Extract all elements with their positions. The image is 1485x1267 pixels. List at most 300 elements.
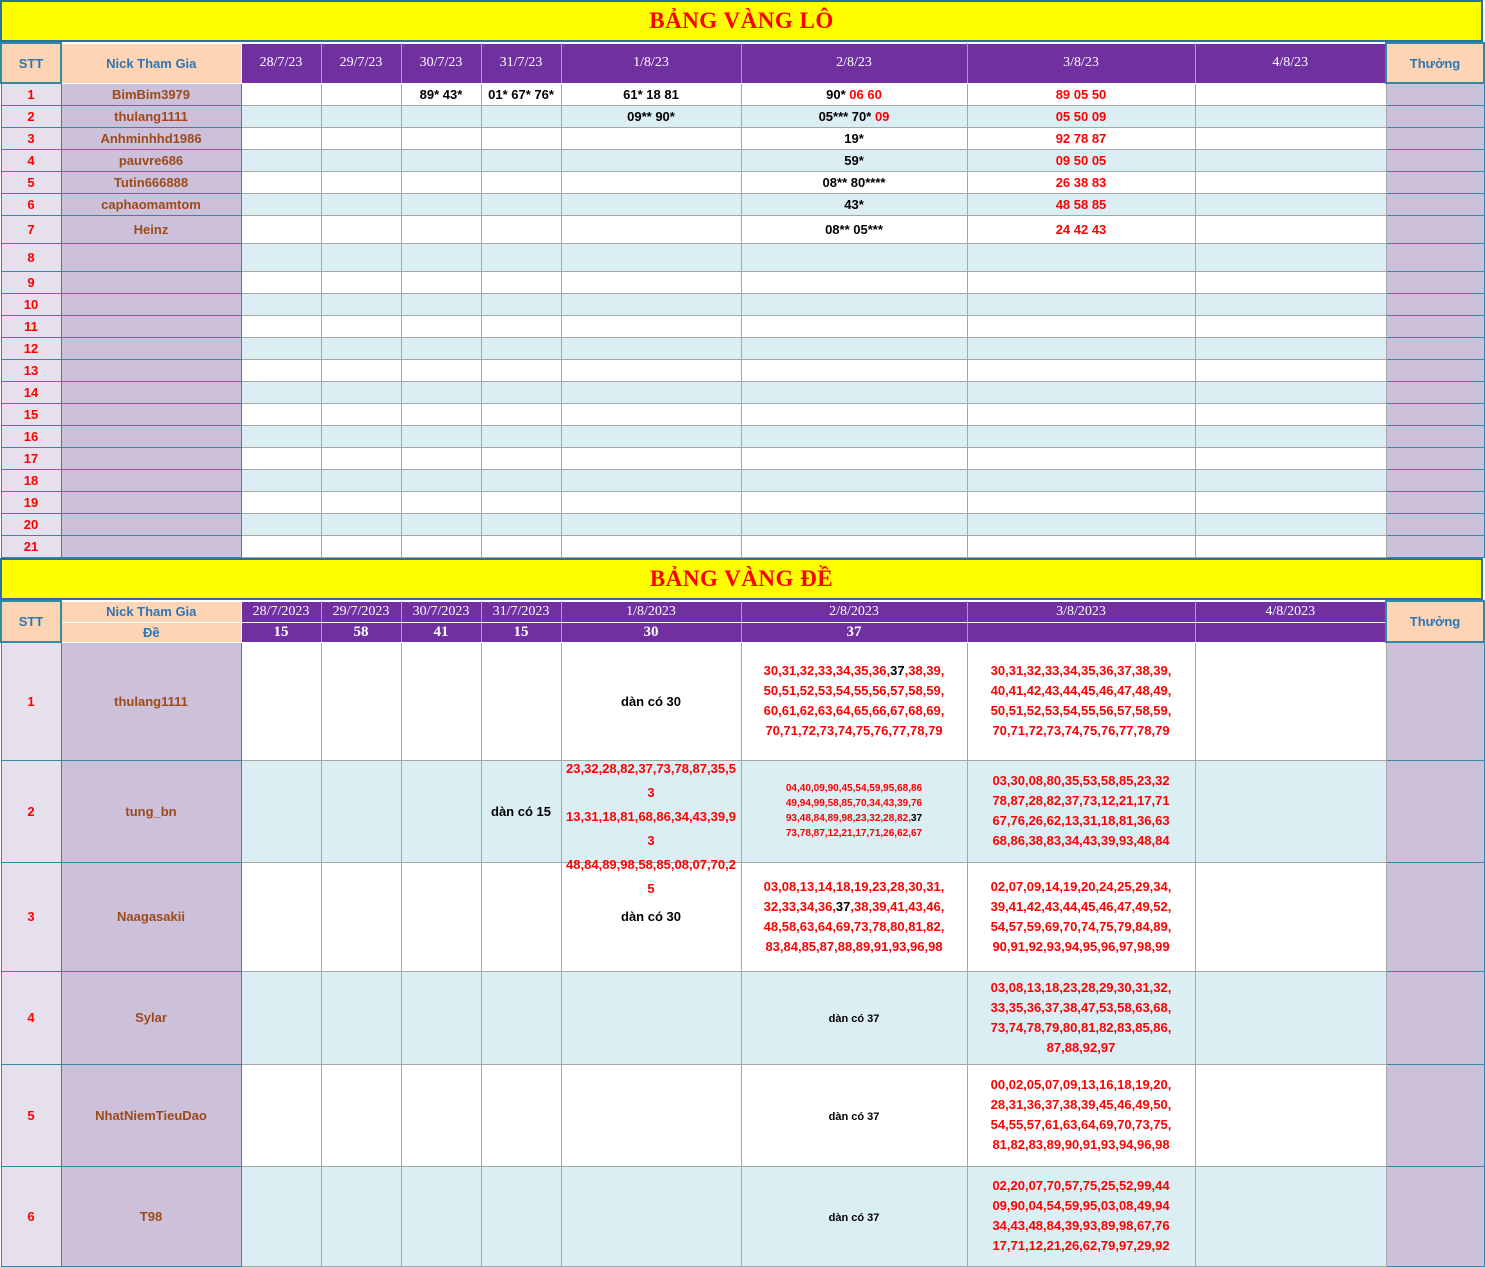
de-header-date: 4/8/2023 [1195, 601, 1386, 622]
lo-pick-cell [967, 359, 1195, 381]
lo-row [1, 171, 1484, 193]
de-pick-cell [741, 1064, 967, 1166]
row-stt: 7 [1, 215, 61, 243]
lo-pick-cell [1195, 381, 1386, 403]
lo-row [1, 469, 1484, 491]
lo-pick-cell [481, 381, 561, 403]
de-pick-cell [1195, 1166, 1386, 1266]
reward-cell [1386, 760, 1484, 862]
lo-pick-cell [561, 193, 741, 215]
lo-header-date: 1/8/23 [561, 43, 741, 83]
reward-cell [1386, 1166, 1484, 1266]
player-nick [61, 535, 241, 557]
reward-cell [1386, 862, 1484, 971]
reward-cell [1386, 271, 1484, 293]
de-table [0, 600, 1485, 1267]
de-result-row [1, 622, 1484, 642]
lo-pick-cell [401, 535, 481, 557]
lo-pick-cell [1195, 215, 1386, 243]
reward-cell [1386, 83, 1484, 105]
lo-pick-cell [321, 469, 401, 491]
row-stt: 6 [1, 193, 61, 215]
lo-pick-cell [741, 243, 967, 271]
de-number-list: 02,20,07,70,57,75,25,52,99,44 09,90,04,54,59,95,03,08,49,94 34,43,48,84,39,93,89,98,67,76 17,71,12,21,26,62,79,97,29,92 [992, 1178, 1170, 1253]
lo-pick-cell [561, 513, 741, 535]
lo-pick-cell: 61* 18 81 [561, 83, 741, 105]
lo-pick-cell [561, 403, 741, 425]
lo-pick-cell [741, 293, 967, 315]
lo-pick-cell [481, 469, 561, 491]
player-nick [61, 403, 241, 425]
lo-pick-cell [401, 293, 481, 315]
lo-pick-cell [321, 83, 401, 105]
row-stt: 1 [1, 642, 61, 760]
de-pick-cell [561, 971, 741, 1064]
lo-pick-cell [481, 271, 561, 293]
lo-pick-cell [401, 491, 481, 513]
reward-cell [1386, 215, 1484, 243]
lo-pick-cell [321, 381, 401, 403]
lo-pick-cell [561, 337, 741, 359]
player-nick: Anhminhhd1986 [61, 127, 241, 149]
de-number-list: 02,07,09,14,19,20,24,25,29,34, 39,41,42,43,44,45,46,47,49,52, 54,57,59,69,70,74,75,79,84,89, 90,91,92,93,94,95,96,97,98,99 [990, 878, 1172, 954]
de-header-date: 3/8/2023 [967, 601, 1195, 622]
lo-pick-cell [1195, 271, 1386, 293]
row-stt: 19 [1, 491, 61, 513]
lo-header-nick: Nick Tham Gia [61, 43, 241, 83]
lo-pick-cell [481, 293, 561, 315]
lo-row [1, 127, 1484, 149]
de-header-date: 1/8/2023 [561, 601, 741, 622]
reward-cell [1386, 513, 1484, 535]
lo-pick-cell [741, 535, 967, 557]
lo-pick-cell [967, 447, 1195, 469]
lo-header-date: 28/7/23 [241, 43, 321, 83]
row-stt: 8 [1, 243, 61, 271]
de-header-de-label: Đề [61, 622, 241, 642]
lo-row [1, 491, 1484, 513]
row-stt: 10 [1, 293, 61, 315]
lo-pick-cell [1195, 425, 1386, 447]
lo-pick-cell: 92 78 87 [967, 127, 1195, 149]
lo-pick-cell [967, 425, 1195, 447]
lo-row [1, 425, 1484, 447]
player-nick [61, 243, 241, 271]
lo-table [0, 42, 1485, 558]
lo-pick-cell [1195, 83, 1386, 105]
lo-pick-cell [1195, 359, 1386, 381]
lo-header-date: 30/7/23 [401, 43, 481, 83]
lo-pick-hit: 08** 80**** [822, 174, 886, 190]
lo-pick-cell [321, 243, 401, 271]
lo-pick-cell [741, 315, 967, 337]
de-pick-cell [241, 1064, 321, 1166]
de-pick-cell [481, 1166, 561, 1266]
row-stt: 20 [1, 513, 61, 535]
lo-pick-cell [481, 215, 561, 243]
de-pick-cell [967, 1166, 1195, 1266]
reward-cell [1386, 315, 1484, 337]
lo-pick-cell [401, 403, 481, 425]
de-result: 41 [401, 622, 481, 642]
row-stt: 16 [1, 425, 61, 447]
lo-header-date: 31/7/23 [481, 43, 561, 83]
lo-pick-cell [241, 513, 321, 535]
lo-pick-cell [561, 535, 741, 557]
lo-pick-cell [241, 171, 321, 193]
lo-pick-cell [967, 293, 1195, 315]
lo-pick-cell [401, 359, 481, 381]
lo-row [1, 193, 1484, 215]
lo-pick-cell [241, 271, 321, 293]
lo-pick-cell: 89 05 50 [967, 83, 1195, 105]
player-nick [61, 469, 241, 491]
lo-pick-cell [401, 243, 481, 271]
lo-pick-cell [241, 469, 321, 491]
de-result: 15 [241, 622, 321, 642]
row-stt: 18 [1, 469, 61, 491]
de-pick-cell [321, 1064, 401, 1166]
lo-pick-cell [321, 105, 401, 127]
lo-pick-cell [1195, 469, 1386, 491]
reward-cell [1386, 293, 1484, 315]
reward-cell [1386, 149, 1484, 171]
lo-row [1, 315, 1484, 337]
de-number-list [780, 781, 928, 841]
de-note: dàn có 37 [828, 1211, 880, 1224]
lo-pick-cell [481, 105, 561, 127]
de-header-nick: Nick Tham Gia [61, 601, 241, 622]
lo-pick-cell [741, 469, 967, 491]
de-header-stt: STT [1, 601, 61, 642]
lo-pick-cell [241, 425, 321, 447]
lo-pick-cell [1195, 193, 1386, 215]
de-pick-cell [241, 1166, 321, 1266]
de-header-date: 2/8/2023 [741, 601, 967, 622]
lo-pick-cell [241, 359, 321, 381]
lo-pick-cell [1195, 447, 1386, 469]
lo-pick-cell [321, 315, 401, 337]
de-pick-cell [481, 862, 561, 971]
lo-pick-cell [1195, 337, 1386, 359]
de-number-list: 30,31,32,33,34,35,36,37,38,39, 40,41,42,43,44,45,46,47,48,49, 50,51,52,53,54,55,56,57,58,59, 70,71,72,73,74,75,76,77,78,79 [990, 663, 1172, 738]
de-pick-cell [967, 971, 1195, 1064]
de-header-date: 28/7/2023 [241, 601, 321, 622]
lo-pick-hit: 08** 05*** [825, 221, 883, 237]
row-stt: 5 [1, 171, 61, 193]
reward-cell [1386, 403, 1484, 425]
lo-pick-cell [561, 491, 741, 513]
lo-pick-cell [481, 171, 561, 193]
lo-pick-cell [561, 381, 741, 403]
player-nick: thulang1111 [61, 642, 241, 760]
de-result: 30 [561, 622, 741, 642]
lo-pick-hit: 43* [844, 196, 864, 212]
lo-pick-cell: 01* 67* 76* [481, 83, 561, 105]
de-row [1, 642, 1484, 760]
de-pick-cell [321, 862, 401, 971]
lo-pick-cell [967, 535, 1195, 557]
de-row [1, 1064, 1484, 1166]
lo-pick-cell [401, 425, 481, 447]
row-stt: 11 [1, 315, 61, 337]
de-pick-cell [321, 971, 401, 1064]
player-nick [61, 491, 241, 513]
lo-pick-cell [741, 359, 967, 381]
lo-pick-cell [401, 105, 481, 127]
lo-pick-cell [481, 149, 561, 171]
player-nick: Sylar [61, 971, 241, 1064]
row-stt: 2 [1, 760, 61, 862]
lo-pick-cell [1195, 315, 1386, 337]
lo-pick-cell [481, 315, 561, 337]
row-stt: 4 [1, 149, 61, 171]
lo-pick-cell [241, 127, 321, 149]
lo-pick-cell [741, 447, 967, 469]
lo-pick-hit: 90* [826, 86, 850, 102]
lo-pick-cell [241, 315, 321, 337]
de-pick-cell [321, 642, 401, 760]
de-pick-cell [1195, 642, 1386, 760]
lo-pick-cell [741, 381, 967, 403]
lo-row [1, 243, 1484, 271]
lo-pick-cell [241, 149, 321, 171]
lo-pick-cell [241, 403, 321, 425]
lo-pick-cell [1195, 171, 1386, 193]
de-result: 15 [481, 622, 561, 642]
lo-pick-cell [401, 337, 481, 359]
lo-pick-cell [561, 425, 741, 447]
reward-cell [1386, 381, 1484, 403]
player-nick: tung_bn [61, 760, 241, 862]
lo-pick-cell [967, 513, 1195, 535]
de-pick-cell [1195, 1064, 1386, 1166]
de-number-list: 03,08,13,18,23,28,29,30,31,32, 33,35,36,37,38,47,53,58,63,68, 73,74,78,79,80,81,82,83,85,86, 87,88,92,97 [990, 979, 1172, 1055]
lo-pick-cell [481, 513, 561, 535]
lo-pick-cell [967, 403, 1195, 425]
de-pick-cell [481, 971, 561, 1064]
de-pick-cell [241, 862, 321, 971]
lo-pick-cell: 05 50 09 [967, 105, 1195, 127]
lo-pick-cell [241, 83, 321, 105]
lo-pick-cell [967, 469, 1195, 491]
lo-pick-cell [401, 447, 481, 469]
lo-pick-cell [321, 491, 401, 513]
row-stt: 12 [1, 337, 61, 359]
de-result: 58 [321, 622, 401, 642]
lo-row [1, 359, 1484, 381]
lo-pick-cell [561, 271, 741, 293]
lo-pick-hit: 05*** 70* [818, 108, 875, 124]
de-number-list: 03,30,08,80,35,53,58,85,23,32 78,87,28,82,37,73,12,21,17,71 67,76,26,62,13,31,18,81,36,63 68,86,38,83,34,43,39,93,48,84 [992, 773, 1170, 848]
lo-pick-cell [967, 337, 1195, 359]
de-pick-cell: dàn có 30 [561, 642, 741, 760]
lo-pick-cell [741, 193, 967, 215]
de-title: BẢNG VÀNG ĐỀ [0, 558, 1483, 600]
lo-row [1, 535, 1484, 557]
de-pick-cell [401, 760, 481, 862]
lo-pick-cell: 09 50 05 [967, 149, 1195, 171]
lo-pick-cell [481, 127, 561, 149]
lo-row [1, 149, 1484, 171]
lo-row [1, 83, 1484, 105]
lo-row [1, 403, 1484, 425]
player-nick [61, 513, 241, 535]
lo-pick-cell [321, 425, 401, 447]
lo-row [1, 513, 1484, 535]
lo-pick-cell [967, 381, 1195, 403]
reward-cell [1386, 193, 1484, 215]
lo-pick-cell [241, 293, 321, 315]
player-nick [61, 425, 241, 447]
row-stt: 5 [1, 1064, 61, 1166]
de-number-hit: 37 [911, 813, 923, 824]
de-pick-cell [401, 1166, 481, 1266]
lo-pick-cell [481, 535, 561, 557]
lo-pick-cell [1195, 403, 1386, 425]
lo-pick-cell [561, 215, 741, 243]
lo-pick-cell [967, 243, 1195, 271]
player-nick: Naagasakii [61, 862, 241, 971]
lo-pick-cell [741, 127, 967, 149]
reward-cell [1386, 337, 1484, 359]
lo-pick-cell [241, 105, 321, 127]
lo-pick-cell [561, 315, 741, 337]
de-pick-cell [967, 642, 1195, 760]
lo-pick-cell [321, 513, 401, 535]
de-number-list [760, 877, 949, 957]
lo-pick-cell [1195, 293, 1386, 315]
player-nick [61, 271, 241, 293]
de-number-post: ,38,39, 50,51,52,53,54,55,56,57,58,59, 60,61,62,63,64,65,66,67,68,69, 70,71,72,73,74,75,76,77,78,79 [763, 663, 945, 738]
lo-pick-cell [561, 359, 741, 381]
row-stt: 9 [1, 271, 61, 293]
lo-pick-cell [241, 337, 321, 359]
reward-cell [1386, 105, 1484, 127]
lo-pick-cell [321, 447, 401, 469]
lo-pick-cell [481, 243, 561, 271]
lo-title: BẢNG VÀNG LÔ [0, 0, 1483, 42]
lo-pick-cell [741, 171, 967, 193]
lo-pick-cell [1195, 491, 1386, 513]
de-note: dàn có 37 [828, 1013, 880, 1025]
de-row [1, 862, 1484, 971]
lo-header-reward: Thưởng [1386, 43, 1484, 83]
reward-cell [1386, 359, 1484, 381]
lo-pick-cell [1195, 535, 1386, 557]
lo-pick-cell [241, 193, 321, 215]
lo-pick-cell [241, 491, 321, 513]
lo-pick-cell: 89* 43* [401, 83, 481, 105]
lo-pick-cell [481, 425, 561, 447]
reward-cell [1386, 971, 1484, 1064]
de-pick-cell [401, 642, 481, 760]
de-number-list [760, 661, 949, 741]
row-stt: 14 [1, 381, 61, 403]
lo-pick-cell [967, 271, 1195, 293]
player-nick [61, 359, 241, 381]
lo-pick-cell [481, 491, 561, 513]
de-pick-cell [561, 1064, 741, 1166]
row-stt: 17 [1, 447, 61, 469]
de-pick-cell [401, 971, 481, 1064]
de-result: 37 [741, 622, 967, 642]
lo-pick-cell [321, 193, 401, 215]
lo-pick-cell [561, 447, 741, 469]
player-nick [61, 315, 241, 337]
de-note: dàn có 37 [828, 1110, 880, 1123]
player-nick: BimBim3979 [61, 83, 241, 105]
player-nick: pauvre686 [61, 149, 241, 171]
lo-row [1, 215, 1484, 243]
lo-pick-cell [967, 315, 1195, 337]
de-pick-cell [967, 1064, 1195, 1166]
lo-header-date: 2/8/23 [741, 43, 967, 83]
de-pick-cell [741, 642, 967, 760]
row-stt: 21 [1, 535, 61, 557]
reward-cell [1386, 642, 1484, 760]
lo-header-date: 29/7/23 [321, 43, 401, 83]
lo-pick-cell [1195, 127, 1386, 149]
de-pick-cell [561, 1166, 741, 1266]
de-pick-cell [741, 862, 967, 971]
reward-cell [1386, 535, 1484, 557]
lo-pick-cell [401, 193, 481, 215]
player-nick [61, 293, 241, 315]
lo-pick-cell [741, 491, 967, 513]
de-pick-cell: dàn có 15 [481, 760, 561, 862]
player-nick [61, 337, 241, 359]
lo-pick-cell [401, 271, 481, 293]
lo-pick-cell [401, 171, 481, 193]
de-header-date: 30/7/2023 [401, 601, 481, 622]
lo-pick-cell [401, 215, 481, 243]
lo-pick-cell [561, 149, 741, 171]
de-pick-cell [241, 971, 321, 1064]
row-stt: 15 [1, 403, 61, 425]
lo-pick-cell [241, 381, 321, 403]
reward-cell [1386, 243, 1484, 271]
reward-cell [1386, 425, 1484, 447]
lo-pick-cell [401, 381, 481, 403]
reward-cell [1386, 171, 1484, 193]
lo-pick-cell [401, 127, 481, 149]
de-header-date: 31/7/2023 [481, 601, 561, 622]
de-result [1195, 622, 1386, 642]
de-pick-cell [1195, 971, 1386, 1064]
lo-pick-cell [321, 171, 401, 193]
lo-pick-cell [321, 535, 401, 557]
de-number-list: 00,02,05,07,09,13,16,18,19,20, 28,31,36,37,38,39,45,46,49,50, 54,55,57,61,63,64,69,70,73,75, 81,82,83,89,90,91,93,94,96,98 [990, 1077, 1172, 1152]
de-pick-cell [481, 1064, 561, 1166]
de-number-pre: 03,08,13,14,18,19,23,28,30,31, 32,33,34,36, [763, 878, 945, 914]
de-pick-cell [401, 862, 481, 971]
lo-header-stt: STT [1, 43, 61, 83]
de-number-pre: 30,31,32,33,34,35,36, [763, 663, 891, 678]
reward-cell [1386, 469, 1484, 491]
lo-pick-cell [741, 149, 967, 171]
lo-pick-cell [1195, 243, 1386, 271]
lo-pick-cell [741, 105, 967, 127]
de-pick-cell [241, 642, 321, 760]
lo-pick-cell: 26 38 83 [967, 171, 1195, 193]
lo-pick-cell [401, 315, 481, 337]
reward-cell [1386, 127, 1484, 149]
player-nick: caphaomamtom [61, 193, 241, 215]
de-number-list: 23,32,28,82,37,73,78,87,35,53 13,31,18,81,68,86,34,43,39,93 48,84,89,98,58,85,08,07,70,25 [566, 761, 736, 896]
lo-pick-cell [561, 171, 741, 193]
row-stt: 4 [1, 971, 61, 1064]
